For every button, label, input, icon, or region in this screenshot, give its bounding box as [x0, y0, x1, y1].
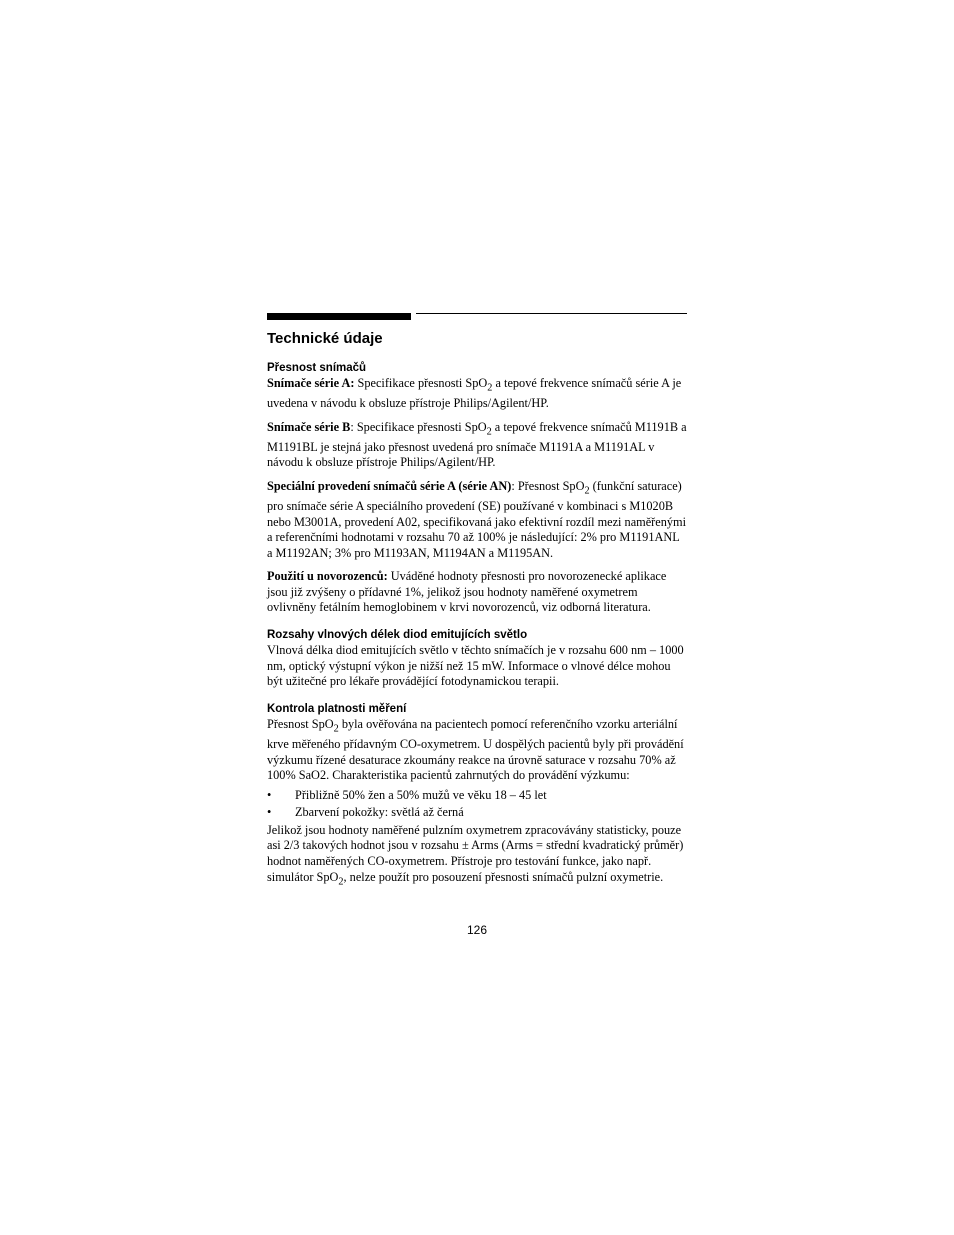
list-item	[267, 788, 687, 804]
paragraph-series-a	[267, 376, 687, 412]
lead-series-an: Speciální provedení snímačů série A (série AN)	[267, 478, 512, 493]
paragraph-series-b	[267, 420, 687, 471]
lead-series-b: Snímače série B	[267, 419, 351, 434]
paragraph-wavelength: Vlnová délka diod emitujících světlo v těchto snímačích je v rozsahu 600 nm – 1000 nm, optický výstupní výkon je nižší než 15 mW. Informace o vlnové délce mohou být užitečné pro lékaře provádějící fotodynamickou terapii.	[267, 643, 684, 689]
text-closing-post: , nelze použít pro posouzení přesnosti snímačů pulzní oxymetrie.	[343, 869, 664, 884]
section-sensor-accuracy	[267, 361, 687, 616]
heading-rule-thin	[416, 313, 687, 314]
section-validation	[267, 702, 687, 890]
section-led-wavelength	[267, 628, 687, 690]
text-closing-pre: Jelikož jsou hodnoty naměřené pulzním oxymetrem zpracovávány statisticky, pouze asi 2/3 takových hodnot jsou v rozsahu ± Arms (Arms = střední kvadratický průměr) hodnot naměřených CO-oxymetrem. Přístroje pro testování funkce, jako např. simulátor SpO	[267, 822, 684, 884]
text-series-b-post: a tepové frekvence snímačů M1191B a M1191BL je stejná jako přesnost uvedená pro snímače M1191A a M1191AL v návodu k obsluze přístroje Philips/Agilent/HP.	[267, 419, 687, 470]
subscript-2: 2	[487, 382, 493, 394]
lead-series-a: Snímače série A:	[267, 376, 355, 390]
paragraph-closing	[267, 823, 687, 890]
document-body	[267, 329, 687, 890]
list-item-text: Zbarvení pokožky: světlá až černá	[295, 805, 464, 820]
lead-neonatal: Použití u novorozenců:	[267, 569, 388, 584]
list-item	[267, 805, 687, 821]
paragraph-series-an	[267, 479, 687, 561]
text-validation-post: byla ověřována na pacientech pomocí referenčního vzorku arteriální krve měřeného přídavným CO-oxymetrem. U dospělých pacientů byly při provádění výzkumu řízené desaturace zkoumány reakce na úrovně saturace v rozsahu 70% až 100% SaO2. Charakteristika pacientů zahrnutých do provádění výzkumu:	[267, 716, 684, 783]
subscript-2: 2	[584, 485, 590, 497]
text-series-a-pre: Specifikace přesnosti SpO	[354, 376, 488, 390]
text-neonatal: Uváděné hodnoty přesnosti pro novorozenecké aplikace jsou již zvýšeny o přídavné 1%, jelikož jsou hodnoty naměřené oxymetrem ovlivněny fetálním hemoglobinem v krvi novorozenců, viz odborná literatura.	[267, 569, 667, 615]
subscript-2: 2	[486, 426, 492, 438]
page-number: 126	[466, 923, 488, 937]
subscript-2: 2	[338, 876, 344, 888]
section-title-validation: Kontrola platnosti měření	[267, 702, 407, 715]
list-item-text: Přibližně 50% žen a 50% mužů ve věku 18 – 45 let	[295, 787, 547, 802]
text-series-a-post: a tepové frekvence snímačů série A je uvedena v návodu k obsluze přístroje Philips/Agilent/HP.	[267, 376, 682, 411]
text-series-an-post: (funkční saturace) pro snímače série A speciálního provedení (SE) používané v kombinaci s M1020B nebo M3001A, provedení A02, specifikovaná jako efektivní rozdíl mezi naměřenými a referenčními hodnotami v rozsahu 70 až 100% je následující: 2% pro M1191ANL a M1192AN; 3% pro M1193AN, M1194AN a M1195AN.	[267, 478, 687, 560]
patient-characteristics-list	[267, 788, 687, 821]
bullet-icon: •	[267, 805, 272, 820]
section-title-accuracy: Přesnost snímačů	[267, 362, 367, 374]
text-series-b-pre: : Specifikace přesnosti SpO	[350, 419, 487, 434]
subscript-2: 2	[333, 723, 339, 735]
text-validation-pre: Přesnost SpO	[267, 716, 334, 731]
page-title: Technické údaje	[267, 330, 383, 347]
bullet-icon: •	[267, 787, 272, 802]
paragraph-neonatal	[267, 569, 687, 616]
heading-rule-thick	[267, 313, 411, 320]
text-series-an-pre: : Přesnost SpO	[511, 478, 585, 493]
paragraph-validation	[267, 717, 687, 784]
section-title-wavelength: Rozsahy vlnových délek diod emitujících světlo	[267, 629, 528, 642]
